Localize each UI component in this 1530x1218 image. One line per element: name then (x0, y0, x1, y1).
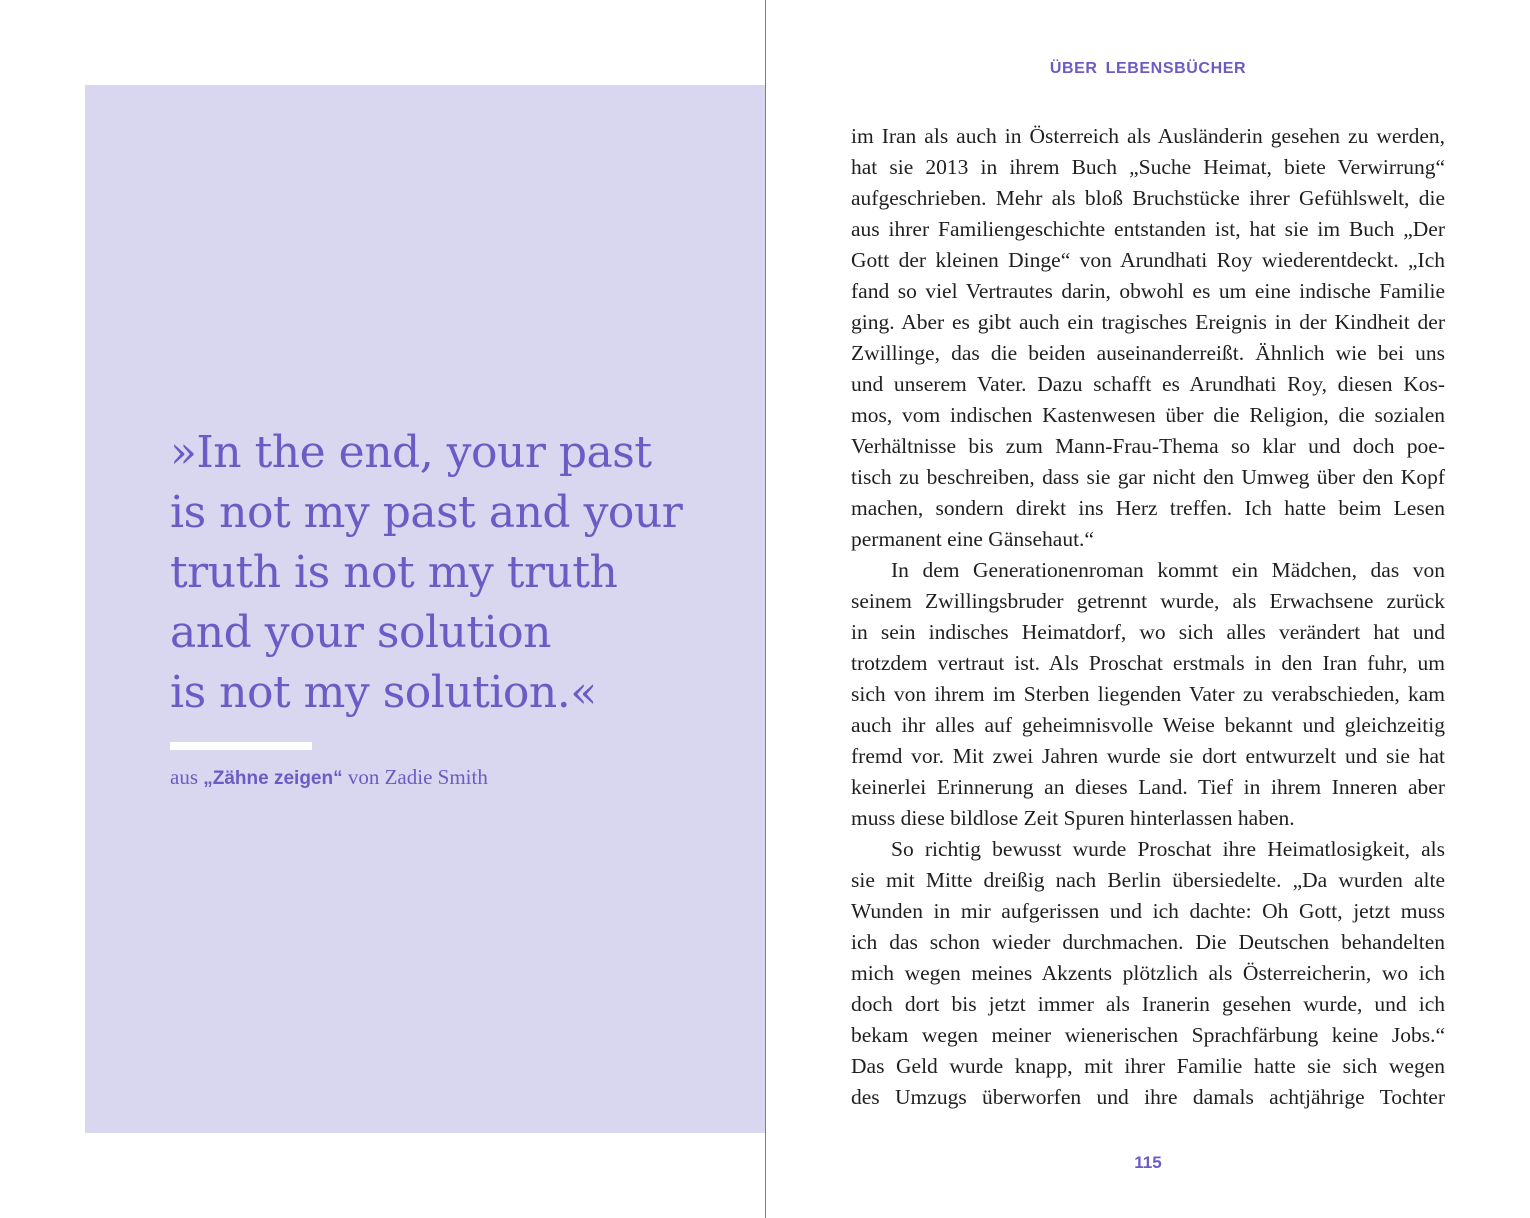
text-line: seinem Zwillingsbruder getrennt wurde, als Erwachsene zurück (851, 589, 1445, 613)
quote-source-title: „Zähne zeigen“ (203, 768, 343, 789)
text-line: Gott der kleinen Dinge“ von Arundhati Roy wiederentdeckt. „Ich (851, 248, 1445, 272)
quote-source-prefix: aus (170, 765, 204, 789)
text-line: im Iran als auch in Österreich als Ausländerin gesehen zu werden, (851, 124, 1445, 148)
pull-quote (170, 423, 730, 723)
text-line: fand so viel Vertrautes darin, obwohl es um eine indische Familie (851, 279, 1445, 303)
text-line: tisch zu beschreiben, dass sie gar nicht den Umweg über den Kopf (851, 465, 1445, 489)
text-line: muss diese bildlose Zeit Spuren hinterlassen haben. (851, 806, 1295, 830)
text-line: in sein indisches Heimatdorf, wo sich alles verändert hat und (851, 620, 1445, 644)
pull-quote-line: is not my solution.« (170, 667, 597, 718)
quote-divider (170, 742, 312, 750)
page-number: 115 (1134, 1153, 1162, 1172)
quote-source (170, 765, 488, 790)
text-line: aufgeschrieben. Mehr als bloß Bruchstücke ihrer Gefühlswelt, die (851, 186, 1445, 210)
text-line: In dem Generationenroman kommt ein Mädchen, das von (891, 558, 1445, 582)
right-page (766, 0, 1530, 1218)
text-line: mich wegen meines Akzents plötzlich als Österreicherin, wo ich (851, 961, 1445, 985)
text-line: Zwillinge, das die beiden auseinanderreißt. Ähnlich wie bei uns (851, 341, 1445, 365)
text-line: machen, sondern direkt ins Herz treffen. Ich hatte beim Lesen (851, 496, 1445, 520)
text-line: keinerlei Erinnerung an dieses Land. Tief in ihrem Inneren aber (851, 775, 1445, 799)
text-line: Das Geld wurde knapp, mit ihrer Familie hatte sie sich wegen (851, 1054, 1445, 1078)
text-line: sich von ihrem im Sterben liegenden Vater zu verabschieden, kam (851, 682, 1445, 706)
text-line: So richtig bewusst wurde Proschat ihre Heimatlosigkeit, als (891, 837, 1445, 861)
pull-quote-line: is not my past and your (170, 487, 683, 538)
pull-quote-line: truth is not my truth (170, 547, 618, 598)
text-line: Verhältnisse bis zum Mann-Frau-Thema so klar und doch poe- (851, 434, 1445, 458)
pull-quote-line: »In the end, your past (170, 427, 652, 478)
text-line: fremd vor. Mit zwei Jahren wurde sie dort entwurzelt und sie hat (851, 744, 1445, 768)
text-line: sie mit Mitte dreißig nach Berlin übersiedelte. „Da wurden alte (851, 868, 1445, 892)
text-line: hat sie 2013 in ihrem Buch „Suche Heimat, biete Verwirrung“ (851, 155, 1445, 179)
text-line: und unserem Vater. Dazu schafft es Arundhati Roy, diesen Kos- (851, 372, 1445, 396)
running-head: ÜBER LEBENSBÜCHER (1049, 60, 1247, 77)
text-line: Wunden in mir aufgerissen und ich dachte: Oh Gott, jetzt muss (851, 899, 1445, 923)
text-line: ging. Aber es gibt auch ein tragisches Ereignis in der Kindheit der (851, 310, 1445, 334)
body-text (851, 121, 1445, 1113)
quote-panel (85, 85, 765, 1133)
quote-source-author: von Zadie Smith (342, 765, 488, 789)
text-line: aus ihrer Familiengeschichte entstanden ist, hat sie im Buch „Der (851, 217, 1445, 241)
text-line: mos, vom indischen Kastenwesen über die Religion, die sozialen (851, 403, 1445, 427)
text-line: doch dort bis jetzt immer als Iranerin gesehen wurde, und ich (851, 992, 1445, 1016)
text-line: trotzdem vertraut ist. Als Proschat erstmals in den Iran fuhr, um (851, 651, 1445, 675)
text-line: permanent eine Gänsehaut.“ (851, 527, 1094, 551)
pull-quote-line: and your solution (170, 607, 551, 658)
text-line: bekam wegen meiner wienerischen Sprachfärbung keine Jobs.“ (851, 1023, 1445, 1047)
text-line: ich das schon wieder durchmachen. Die Deutschen behandelten (851, 930, 1445, 954)
text-line: des Umzugs überworfen und ihre damals achtjährige Tochter (851, 1085, 1445, 1109)
text-line: auch ihr alles auf geheimnisvolle Weise bekannt und gleichzeitig (851, 713, 1445, 737)
